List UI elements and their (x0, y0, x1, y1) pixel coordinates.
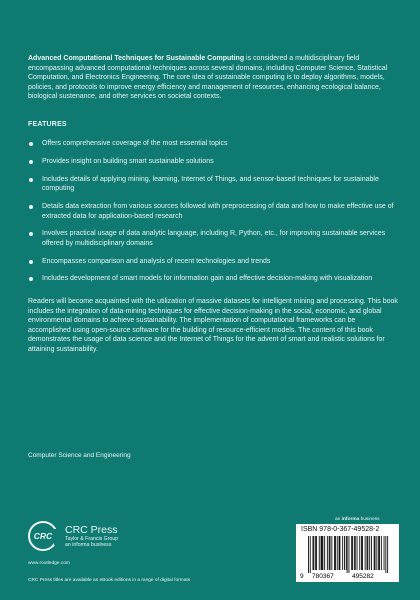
ebook-note: CRC Press titles are available as eBook editions in a range of digital formats (28, 578, 191, 583)
barcode-bar (375, 536, 376, 570)
barcode-bar (340, 536, 341, 570)
barcode-bar (376, 536, 377, 570)
barcode-bar (367, 536, 368, 570)
barcode-bar (319, 536, 320, 570)
feature-item (28, 157, 398, 167)
barcode-bar (335, 536, 336, 570)
barcode-bar (362, 536, 363, 570)
barcode-bar (330, 536, 331, 570)
informa-business-label (335, 517, 380, 522)
feature-item (28, 229, 398, 248)
barcode-bar (313, 536, 314, 570)
barcode-bar (357, 536, 358, 570)
feature-text: Provides insight on building smart sustainable solutions (42, 157, 214, 165)
barcode-bar (374, 536, 375, 570)
feature-text: Includes details of applying mining, learning, Internet of Things, and sensor-based techniques for sustainable computing (42, 175, 379, 193)
barcode-bar (355, 536, 356, 570)
informa-brand: informa (341, 517, 360, 522)
barcode-bar (316, 536, 317, 570)
barcode-number-right: 495282 (352, 573, 374, 580)
bullet-icon (29, 205, 33, 209)
feature-item (28, 274, 398, 284)
publisher-tagline: an informa business (65, 542, 112, 548)
body-paragraph: Readers will become acquainted with the utilization of massive datasets for intelligent mining and processing. This book includes the integration of data-mining techniques for effective decision-making in the social, economic, and global environmental domains to achieve sustainability. The implementation of computational frameworks can be accomplished using open-source software for the building of resource-efficient models. The content of this book demonstrates the usage of data science and the Internet of Things for the advent of smart and realistic solutions for attaining sustainability. (28, 298, 398, 353)
barcode-bar (324, 536, 325, 570)
barcode-bar (381, 536, 382, 570)
barcode-bar (349, 536, 350, 573)
barcode-bar (342, 536, 343, 570)
barcode-bar (313, 536, 314, 570)
subject-category: Computer Science and Engineering (28, 452, 131, 459)
publisher-block (28, 521, 118, 551)
barcode-bar (378, 536, 379, 570)
barcode-bar (346, 536, 347, 570)
barcode-icon (300, 536, 395, 580)
publisher-url[interactable]: www.routledge.com (28, 561, 70, 566)
barcode-bar (315, 536, 316, 570)
intro-paragraph (28, 54, 398, 102)
barcode-bar (384, 536, 385, 570)
feature-text: Details data extraction from various sources followed with preprocessing of data and how to make effective use of extracted data for application-based research (42, 202, 394, 220)
feature-text: Includes development of smart models for information gain and effective decision-making with visualization (42, 275, 373, 283)
publisher-text (65, 524, 118, 549)
barcode-bar (347, 536, 348, 573)
barcode-bar (359, 536, 360, 570)
features-heading: FEATURES (28, 121, 67, 128)
bullet-icon (29, 260, 33, 264)
intro-text: is considered a multidisciplinary field encompassing advanced computational techniques across several domains, including Computer Science, Statistical Computation, and Electronics Engineering. The core idea of sustainable computing is to deploy algorithms, models, policies, and protocols to improve energy efficiency and management of resources, enhancing ecological balance, biological sustenance, and other services on societal contexts. (28, 55, 388, 101)
barcode-bar (351, 536, 352, 570)
barcode-bar (369, 536, 370, 570)
feature-item (28, 139, 398, 149)
barcode-bar (385, 536, 386, 573)
bullet-icon (29, 277, 33, 281)
feature-item (28, 202, 398, 221)
feature-text: Involves practical usage of data analytic language, including R, Python, etc., for improving sustainable services offered by multidisciplinary domains (42, 230, 386, 247)
barcode-bar (308, 536, 309, 573)
barcode-bar (334, 536, 335, 570)
barcode-box (296, 524, 399, 582)
feature-item (28, 175, 398, 194)
publisher-group: Taylor & Francis Group (65, 535, 119, 542)
informa-prefix: an (335, 517, 342, 522)
barcode-number-left: 780367 (312, 573, 334, 580)
barcode-bar (321, 536, 322, 570)
barcode-bar (339, 536, 340, 570)
barcode-bar (337, 536, 338, 570)
isbn-text: ISBN 978-0-367-49528-2 (301, 526, 380, 533)
barcode-bar (367, 536, 368, 570)
barcode-bar (329, 536, 330, 570)
feature-item (28, 257, 398, 267)
barcode-bar (379, 536, 380, 570)
barcode-bar (344, 536, 345, 570)
features-list (28, 139, 398, 292)
barcode-bar (365, 536, 366, 570)
publisher-name: CRC Press (65, 523, 118, 536)
barcode-bar (327, 536, 328, 570)
barcode-bar (352, 536, 353, 570)
bullet-icon (29, 178, 33, 182)
barcode-bar (310, 536, 311, 573)
barcode-bar (322, 536, 323, 570)
informa-suffix: business (359, 517, 380, 522)
crc-logo-icon: CRC (28, 521, 58, 551)
barcode-bar (361, 536, 362, 570)
barcode-bar (331, 536, 332, 570)
barcode-number-prefix: 9 (300, 573, 304, 580)
book-title: Advanced Computational Techniques for Sustainable Computing (28, 55, 245, 62)
barcode-bar (371, 536, 372, 570)
feature-text: Encompasses comparison and analysis of recent technologies and trends (42, 257, 271, 265)
barcode-bar (322, 536, 323, 570)
bullet-icon (29, 232, 33, 236)
barcode-bar (387, 536, 388, 573)
barcode-bar (354, 536, 355, 570)
feature-text: Offers comprehensive coverage of the most essential topics (42, 140, 228, 147)
bullet-icon (29, 160, 33, 164)
bullet-icon (29, 142, 33, 146)
